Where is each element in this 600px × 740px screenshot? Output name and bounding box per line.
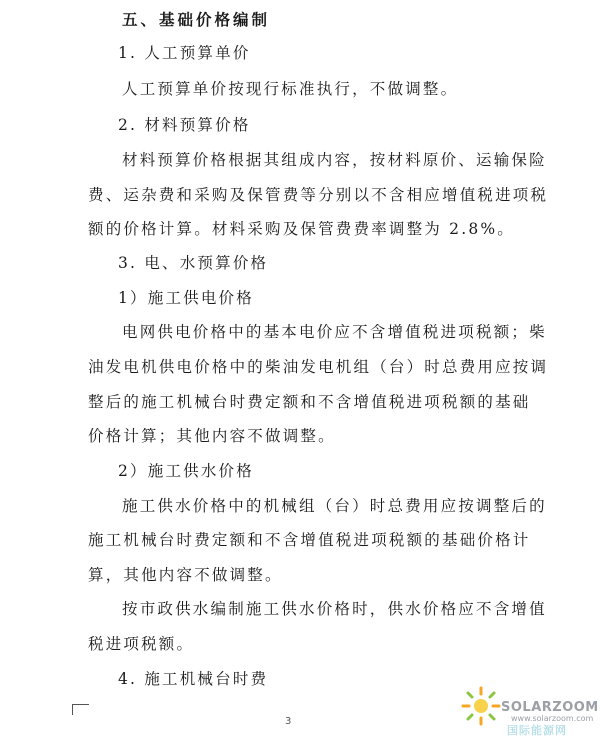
watermark-url: www.solarzoom.com bbox=[511, 714, 594, 723]
section-1-title: 1. 人工预算单价 bbox=[118, 44, 251, 62]
paragraph-line: 施工机械台时费定额和不含增值税进项税额的基础价格计 bbox=[88, 531, 531, 549]
section-2-title: 2. 材料预算价格 bbox=[118, 116, 251, 134]
paragraph-line: 额的价格计算。材料采购及保管费费率调整为 2.8%。 bbox=[88, 220, 516, 238]
section-1-body: 人工预算单价按现行标准执行，不做调整。 bbox=[122, 80, 459, 98]
section-heading: 五、基础价格编制 bbox=[122, 10, 271, 29]
paragraph-line: 算，其他内容不做调整。 bbox=[88, 566, 283, 584]
watermark bbox=[455, 676, 599, 737]
subsection-2-title: 2）施工供水价格 bbox=[118, 462, 254, 480]
watermark-name: 国际能源网 bbox=[507, 724, 567, 737]
paragraph-line: 整后的施工机械台时费定额和不含增值税进项税额的基础 bbox=[88, 393, 531, 411]
paragraph-line: 费、运杂费和采购及保管费等分别以不含相应增值税进项税 bbox=[88, 186, 549, 204]
section-4-title: 4. 施工机械台时费 bbox=[118, 670, 269, 688]
paragraph-line: 电网供电价格中的基本电价应不含增值税进项税额；柴 bbox=[122, 323, 547, 341]
paragraph-line: 按市政供水编制施工供水价格时，供水价格应不含增值 bbox=[122, 600, 547, 618]
page-number: 3 bbox=[285, 716, 292, 727]
sun-logo-icon bbox=[459, 684, 503, 728]
paragraph-line: 材料预算价格根据其组成内容，按材料原价、运输保险 bbox=[122, 151, 547, 169]
paragraph-line: 税进项税额。 bbox=[88, 635, 195, 653]
crop-mark bbox=[72, 704, 89, 715]
subsection-1-title: 1）施工供电价格 bbox=[118, 289, 254, 307]
watermark-brand: SOLARZOOM bbox=[501, 700, 599, 715]
paragraph-line: 施工供水价格中的机械组（台）时总费用应按调整后的 bbox=[122, 497, 547, 515]
section-3-title: 3. 电、水预算价格 bbox=[118, 254, 269, 272]
paragraph-line: 价格计算；其他内容不做调整。 bbox=[88, 427, 336, 445]
paragraph-line: 油发电机供电价格中的柴油发电机组（台）时总费用应按调 bbox=[88, 358, 549, 376]
